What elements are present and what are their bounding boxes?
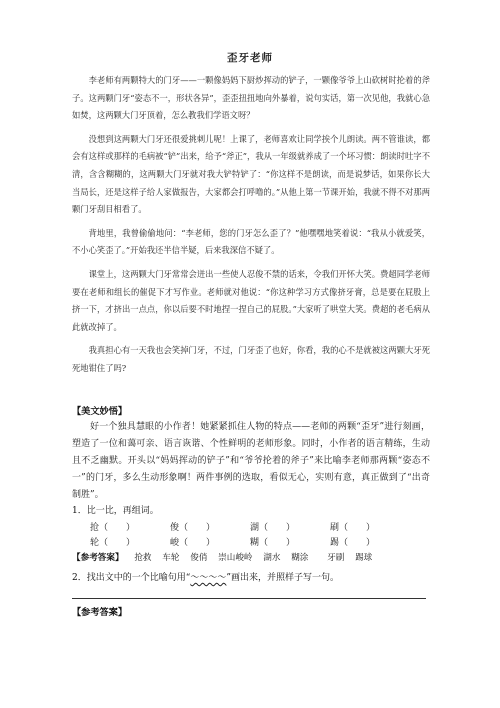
story-paragraph-3: 背地里，我曾偷偷地问：“李老师，您的门牙怎么歪了？”他嘿嘿地笑着说：“我从小就爱笑，不小心笑歪了。”开始我还半信半疑，后来我深信不疑了。 [72, 227, 430, 256]
question-2-text-after: ”画出来，并照样子写一句。 [226, 573, 339, 583]
appreciation-body [72, 419, 430, 504]
answer-word: 俊俏 [190, 553, 208, 563]
appreciation-text: 好一个独具慧眼的小作者！她紧紧抓住人物的特点——老师的两颗“歪牙”进行刻画，塑造了一位和蔼可亲、语言诙谐、个性鲜明的老师形象。同时，小作者的语言精练，生动且不乏幽默。开头以“妈妈挥动的铲子”和“爷爷抡着的斧子”来比喻李老师那两颗“姿态不一”的门牙，多么生动形象啊！两件事例的选取，看似无心，实则有意，真正做到了“出奇制胜”。 [72, 422, 430, 500]
question-1-answer [72, 551, 372, 563]
story-title: 歪牙老师 [227, 52, 273, 64]
word-pair-cell: 湖（ ） [250, 523, 296, 533]
story-paragraph-5: 我真担心有一天我也会笑掉门牙，不过，门牙歪了也好，你看，我的心不是就被这两颗大牙死死地钳住了吗? [72, 345, 430, 373]
word-pair-cell: 踢（ ） [330, 538, 376, 548]
appreciation-heading: 【美文妙悟】 [72, 406, 128, 417]
word-pair-cell: 俊（ ） [170, 523, 216, 533]
question-2-text-before: 2．找出文中的一个比喻句用“ [72, 573, 191, 583]
answer-word: 糊涂 [291, 553, 309, 563]
answer-label: 【参考答案】 [72, 553, 124, 563]
divider-line [72, 598, 426, 599]
story-paragraph-1: 李老师有两颗特大的门牙——一颗像妈妈下厨炒挥动的铲子，一颗像爷爷上山砍树时抡着的斧子。这两颗门牙“姿态不一，形状各异”，歪歪扭扭地向外暴着，说句实话，第一次见他，我就心急如焚，这两颗大门牙顶着，怎么教我们学语文呀？ [72, 75, 430, 121]
answer-word: 踢球 [355, 553, 373, 563]
story-body [72, 72, 430, 378]
answer-word: 抢救 [134, 553, 152, 563]
word-pair-cell: 峻（ ） [170, 538, 216, 548]
wavy-line-sample: ～～～～ [190, 573, 227, 583]
answer-word: 湖水 [263, 553, 281, 563]
answer-word: 崇山峻岭 [218, 553, 253, 563]
word-pair-cell: 刷（ ） [330, 523, 376, 533]
word-pair-cell: 抢（ ） [90, 523, 136, 533]
answer-word: 牙刷 [327, 553, 345, 563]
word-pair-cell: 轮（ ） [90, 538, 136, 548]
question-2-answer-label: 【参考答案】 [72, 607, 128, 618]
story-paragraph-4: 课堂上，这两颗大门牙常常会迸出一些使人忍俊不禁的话来，令我们开怀大笑。费超同学老师要在老师和组长的催促下才写作业。老师就对他说：“你这种学习方式像挤牙膏，总是要在屁股上挤一下，才挤出一点点，你以后要不时地捏一捏自己的屁股。”大家听了哄堂大笑。费超的老毛病从此就改掉了。 [72, 268, 430, 332]
answer-word: 车轮 [162, 553, 180, 563]
question-1-prompt: 1．比一比，再组词。 [72, 506, 159, 516]
story-paragraph-2: 没想到这两颗大门牙还很爱挑刺儿呢！上课了，老师喜欢让同学挨个儿朗读。两不管谁读，都会有这样或那样的毛病被“铲”出来，给予“斧正”，我从一年级就养成了一个坏习惯：朗读时吐字不清，含含糊糊的，这两颗大门牙就对我大铲特铲了：“你这样不是朗读，而是说梦话，如果你长大当局长，还是这样子给人家做报告，大家都会打呼噜的。”从他上第一节课开始，我就不得不对那两颗门牙刮目相看了。 [72, 133, 430, 215]
word-pair-cell: 糊（ ） [250, 538, 296, 548]
question-2-prompt [72, 570, 339, 583]
